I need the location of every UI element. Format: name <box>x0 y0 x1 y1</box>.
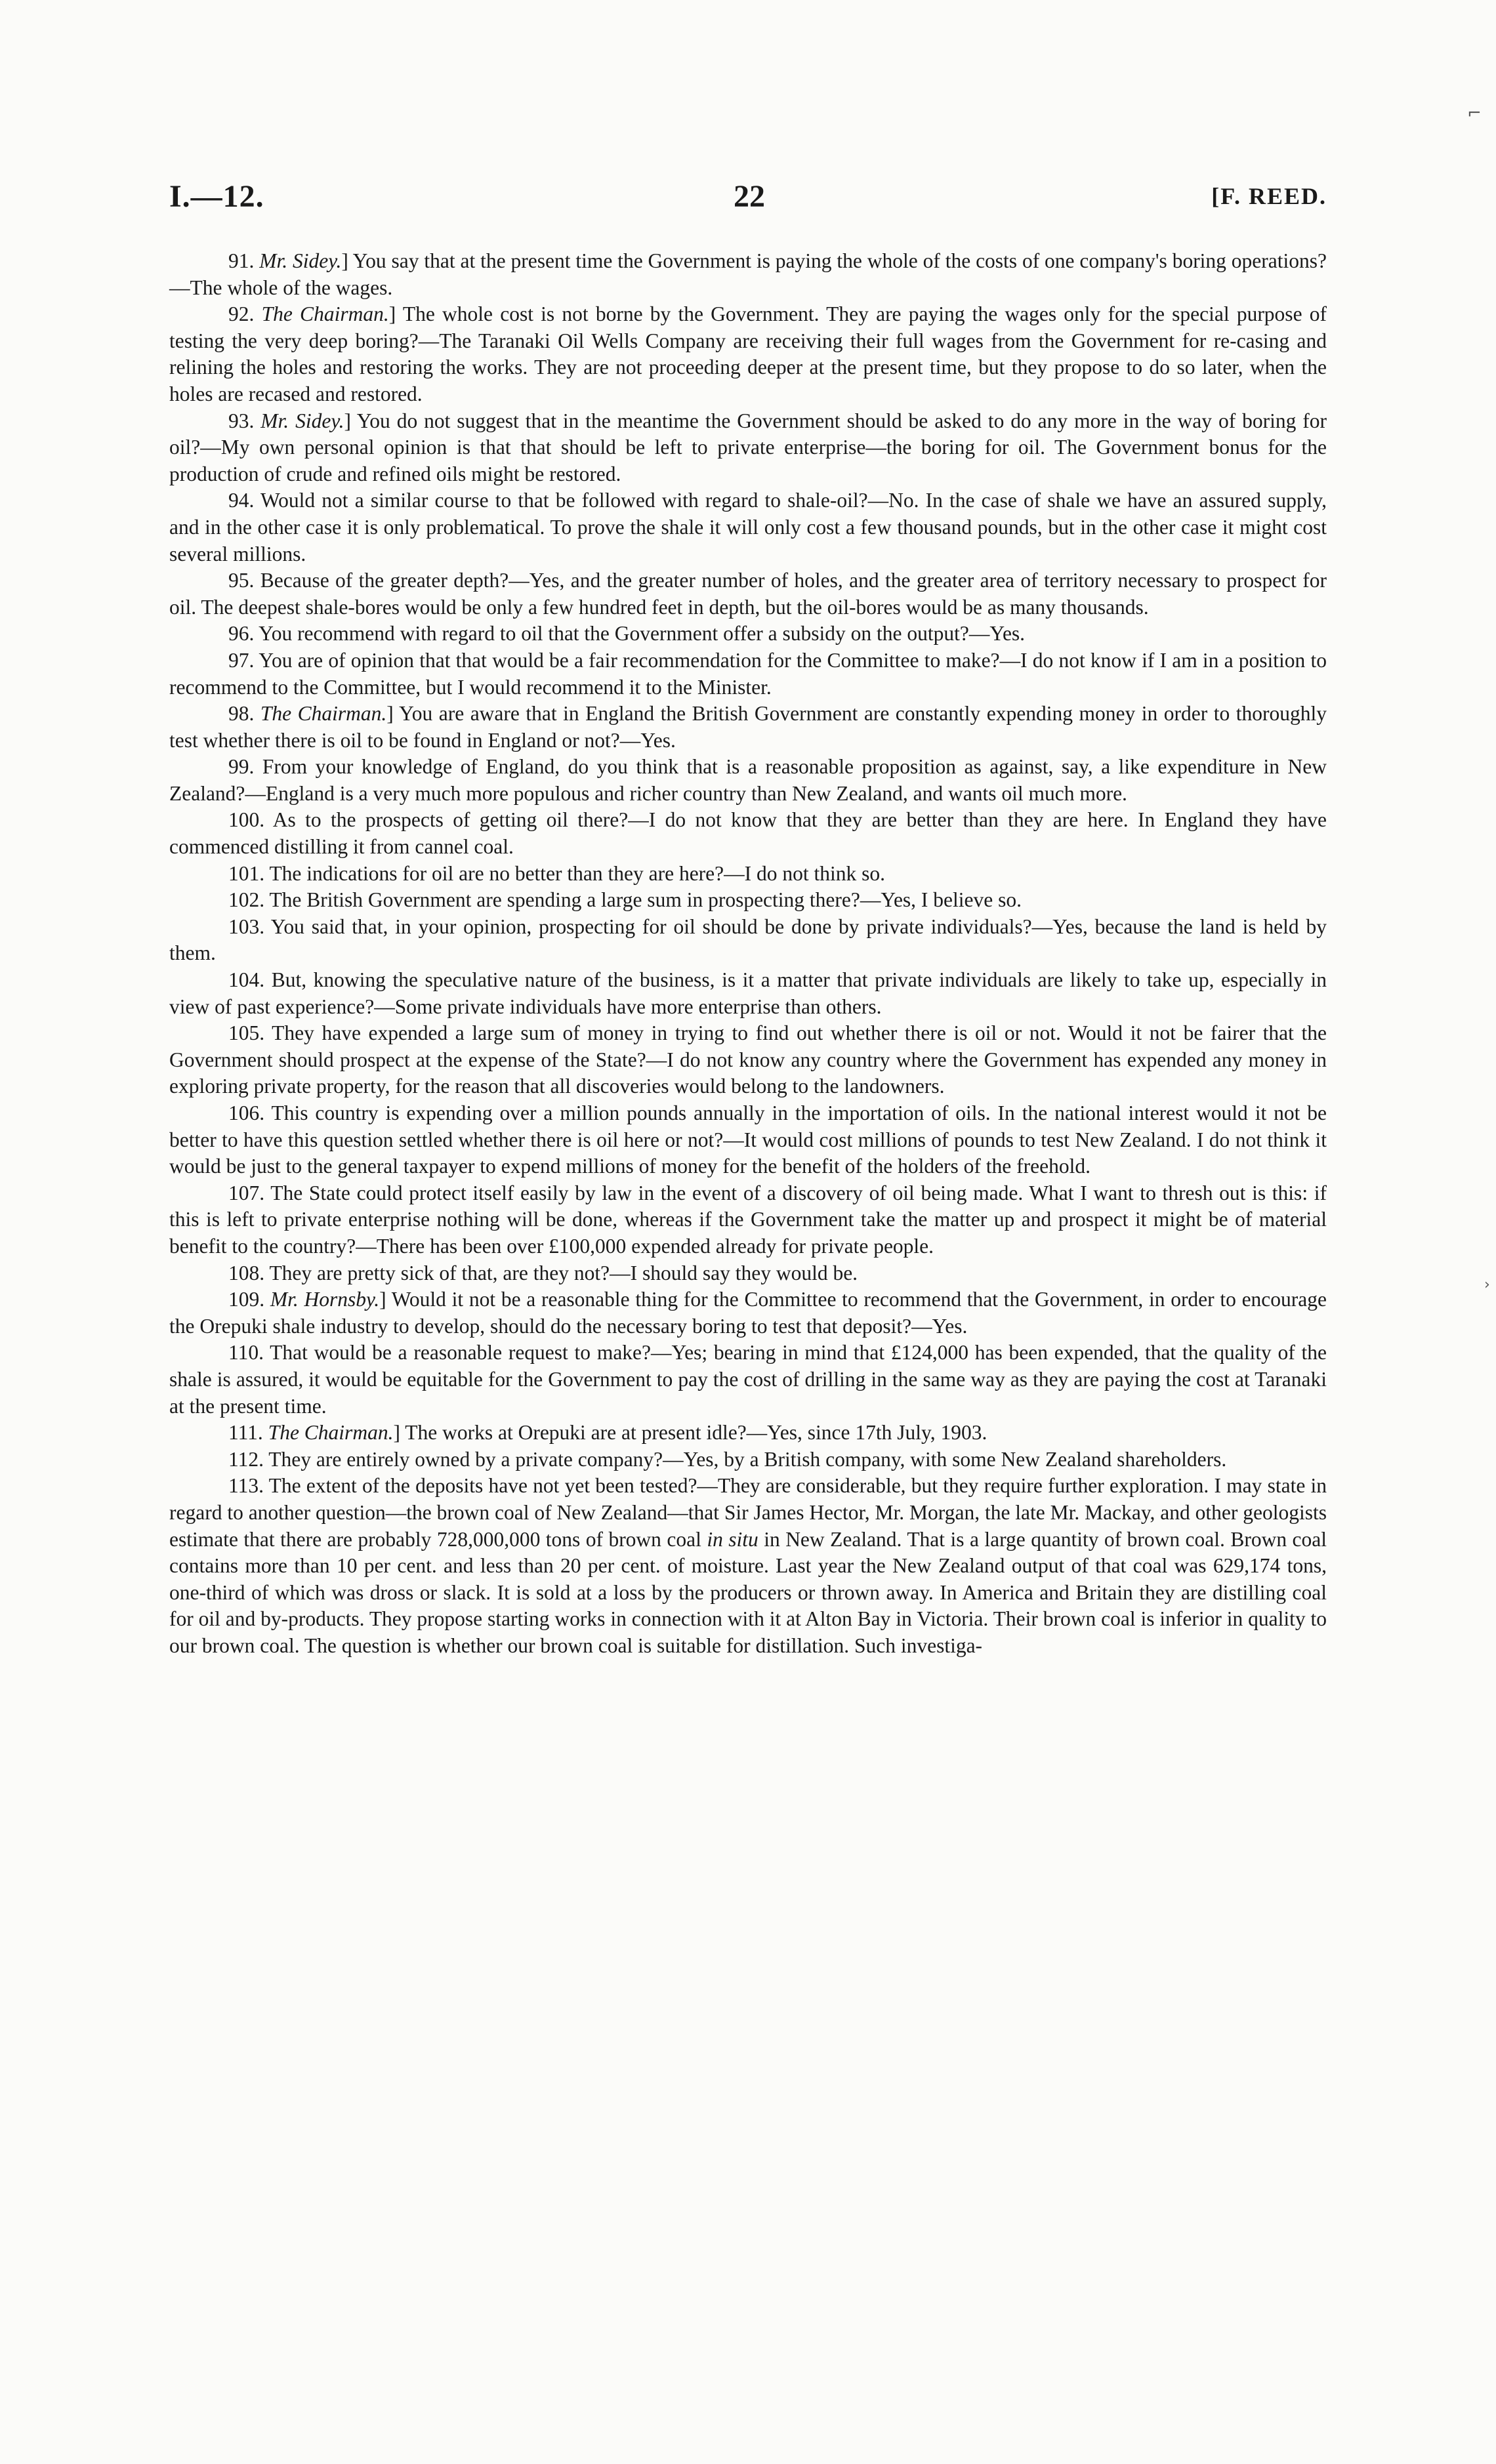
speaker-name: Mr. Sidey. <box>259 249 342 272</box>
margin-speck-mark-right: › <box>1484 1277 1490 1293</box>
question-text: The State could protect itself easily by law in the event of a discovery of oil being made. What I want to thresh out is this: if this is left to private enterprise nothing will be done, whereas if the Government take the matter up and prospect it might be of material benefit to the country?—There has been over £100,000 expended already for private people. <box>169 1181 1327 1258</box>
question-96 <box>169 621 1327 647</box>
question-number: 105. <box>228 1021 265 1045</box>
margin-speck-mark: ⌐ <box>1467 104 1482 123</box>
question-number: 101. <box>228 861 265 885</box>
question-110 <box>169 1340 1327 1420</box>
question-94 <box>169 487 1327 567</box>
question-text: They are entirely owned by a private company?—Yes, by a British company, with some New Zealand shareholders. <box>268 1447 1227 1471</box>
question-number: 103. <box>228 914 265 938</box>
question-number: 96. <box>228 622 255 646</box>
question-95 <box>169 567 1327 621</box>
speaker-name: The Chairman. <box>261 302 389 326</box>
question-104 <box>169 967 1327 1020</box>
question-text: You are aware that in England the British Government are constantly expending money in order to thoroughly test whether there is oil to be found in England or not?—Yes. <box>169 702 1327 752</box>
witness-name: [F. REED. <box>1211 183 1327 209</box>
question-number: 109. <box>228 1288 265 1311</box>
question-number: 102. <box>228 888 265 912</box>
question-text: You recommend with regard to oil that the Government offer a subsidy on the output?—Yes. <box>259 622 1026 646</box>
question-106 <box>169 1100 1327 1180</box>
question-text: From your knowledge of England, do you think that is a reasonable proposition as against, say, a like expenditure in New Zealand?—England is a very much more populous and richer country than New Zealand, and wants oil much more. <box>169 755 1327 805</box>
question-number: 94. <box>228 489 255 512</box>
question-text-continued: in New Zealand. That is a large quantity of brown coal. Brown coal contains more than 10 per cent. and less than 20 per cent. of moisture. Last year the New Zealand output of that coal was 629,174 tons, one-third of which was dross or slack. It is sold at a loss by the producers or thrown away. In America and Britain they are distilling coal for oil and by-products. They propose starting works in connection with it at Alton Bay in Victoria. Their brown coal is inferior in quality to our brown coal. The question is whether our brown coal is suitable for distillation. Such investiga- <box>169 1527 1327 1657</box>
question-text: They are pretty sick of that, are they not?—I should say they would be. <box>269 1261 858 1284</box>
question-number: 113. <box>228 1474 264 1498</box>
question-101 <box>169 861 1327 888</box>
speaker-name: Mr. Sidey. <box>260 409 344 432</box>
speaker-name: Mr. Hornsby. <box>270 1288 380 1311</box>
question-number: 98. <box>228 702 255 726</box>
question-112 <box>169 1447 1327 1473</box>
question-text: You said that, in your opinion, prospecting for oil should be done by private individuals?—Yes, because the land is held by them. <box>169 914 1327 965</box>
question-111: 111. The Chairman.] The works at Orepuki are at present idle?—Yes, since 17th July, 1903. <box>228 1421 987 1445</box>
question-number: 97. <box>228 648 255 672</box>
question-text: You say that at the present time the Government is paying the whole of the costs of one company's boring operations?—The whole of the wages. <box>169 249 1327 299</box>
testimony-text <box>169 248 1327 1659</box>
question-number: 95. <box>228 569 255 592</box>
question-113 <box>169 1473 1327 1659</box>
question-text: You are of opinion that that would be a fair recommendation for the Committee to make?—I do not know if I am in a position to recommend to the Committee, but I would recommend it to the Minister. <box>169 648 1327 699</box>
page-number: 22 <box>734 179 765 214</box>
question-97 <box>169 647 1327 701</box>
question-text: Because of the greater depth?—Yes, and the greater number of holes, and the greater area of territory necessary to prospect for oil. The deepest shale-bores would be only a few hundred feet in depth, but the oil-bores would be as many thousands. <box>169 569 1327 619</box>
question-109: 109. Mr. Hornsby.] Would it not be a reasonable thing for the Committee to recommend that the Government, in order to encourage the Orepuki shale industry to develop, should do the necessary boring to test that deposit?—Yes. <box>169 1288 1327 1338</box>
page-header <box>169 178 1327 220</box>
question-number: 93. <box>228 409 255 432</box>
question-number: 100. <box>228 808 265 832</box>
question-number: 91. <box>228 249 255 272</box>
question-91: 91. Mr. Sidey.] You say that at the present time the Government is paying the whole of the costs of one company's boring operations?—The whole of the wages. <box>169 249 1327 299</box>
question-100 <box>169 807 1327 860</box>
question-number: 104. <box>228 968 265 992</box>
question-text: The extent of the deposits have not yet been tested?—They are considerable, but they require further exploration. I may state in regard to another question—the brown coal of New Zealand—that Sir James Hector, Mr. Morgan, the late Mr. Mackay, and other geologists estimate that there are probably 728,000,000 tons of brown coal <box>169 1474 1327 1551</box>
question-text: The British Government are spending a large sum in prospecting there?—Yes, I believe so. <box>269 888 1022 912</box>
question-93: 93. Mr. Sidey.] You do not suggest that in the meantime the Government should be asked to do any more in the way of boring for oil?—My own personal opinion is that that should be left to private enterprise—the boring for oil. The Government bonus for the production of crude and refined oils might be restored. <box>169 409 1327 485</box>
question-text: Would it not be a reasonable thing for the Committee to recommend that the Government, in order to encourage the Orepuki shale industry to develop, should do the necessary boring to test that deposit?—Yes. <box>169 1288 1327 1338</box>
question-107 <box>169 1180 1327 1260</box>
paper-number: I.—12. <box>169 179 264 214</box>
speaker-name: The Chairman. <box>260 702 387 726</box>
question-105 <box>169 1020 1327 1100</box>
question-98: 98. The Chairman.] You are aware that in England the British Government are constantly expending money in order to thoroughly test whether there is oil to be found in England or not?—Yes. <box>169 702 1327 752</box>
latin-phrase: in situ <box>707 1527 758 1551</box>
question-text: The indications for oil are no better than they are here?—I do not think so. <box>269 861 886 885</box>
question-text: They have expended a large sum of money in trying to find out whether there is oil or not. Would it not be fairer that the Government should prospect at the expense of the State?—I do not know any country where the Government has expended any money in exploring private property, for the reason that all discoveries would belong to the landowners. <box>169 1021 1327 1098</box>
question-102 <box>169 887 1327 914</box>
question-108 <box>169 1260 1327 1287</box>
question-92: 92. The Chairman.] The whole cost is not borne by the Government. They are paying the wages only for the special purpose of testing the very deep boring?—The Taranaki Oil Wells Company are receiving their full wages from the Government for re-casing and relining the holes and restoring the works. They are not proceeding deeper at the present time, but they propose to do so later, when the holes are recased and restored. <box>169 302 1327 405</box>
question-103 <box>169 914 1327 967</box>
question-number: 112. <box>228 1447 264 1471</box>
question-number: 92. <box>228 302 255 326</box>
question-99 <box>169 754 1327 807</box>
question-text: This country is expending over a million pounds annually in the importation of oils. In the national interest would it not be better to have this question settled whether there is oil here or not?—It would cost millions of pounds to test New Zealand. I do not think it would be just to the general taxpayer to expend millions of money for the benefit of the holders of the freehold. <box>169 1101 1327 1178</box>
question-text: You do not suggest that in the meantime the Government should be asked to do any more in the way of boring for oil?—My own personal opinion is that that should be left to private enterprise—the boring for oil. The Government bonus for the production of crude and refined oils might be restored. <box>169 409 1327 485</box>
speaker-name: The Chairman. <box>268 1421 394 1445</box>
question-text: But, knowing the speculative nature of the business, is it a matter that private individuals are likely to take up, especially in view of past experience?—Some private individuals have more enterprise than others. <box>169 968 1327 1018</box>
question-text: As to the prospects of getting oil there?—I do not know that they are better than they are here. In England they have commenced distilling it from cannel coal. <box>169 808 1327 859</box>
question-text: Would not a similar course to that be followed with regard to shale-oil?—No. In the case of shale we have an assured supply, and in the other case it is only problematical. To prove the shale it will only cost a few thousand pounds, but in the other case it might cost several millions. <box>169 489 1327 565</box>
question-number: 111. <box>228 1421 263 1445</box>
question-number: 107. <box>228 1181 265 1204</box>
question-text: The whole cost is not borne by the Government. They are paying the wages only for the special purpose of testing the very deep boring?—The Taranaki Oil Wells Company are receiving their full wages from the Government for re-casing and relining the holes and restoring the works. They are not proceeding deeper at the present time, but they propose to do so later, when the holes are recased and restored. <box>169 302 1327 405</box>
question-number: 108. <box>228 1261 265 1284</box>
question-text: The works at Orepuki are at present idle?—Yes, since 17th July, 1903. <box>400 1421 987 1445</box>
question-number: 99. <box>228 755 255 779</box>
question-text: That would be a reasonable request to make?—Yes; bearing in mind that £124,000 has been expended, that the quality of the shale is assured, it would be equitable for the Government to pay the cost of drilling in the same way as they are paying the cost at Taranaki at the present time. <box>169 1341 1327 1418</box>
question-number: 106. <box>228 1101 265 1124</box>
question-number: 110. <box>228 1341 264 1365</box>
